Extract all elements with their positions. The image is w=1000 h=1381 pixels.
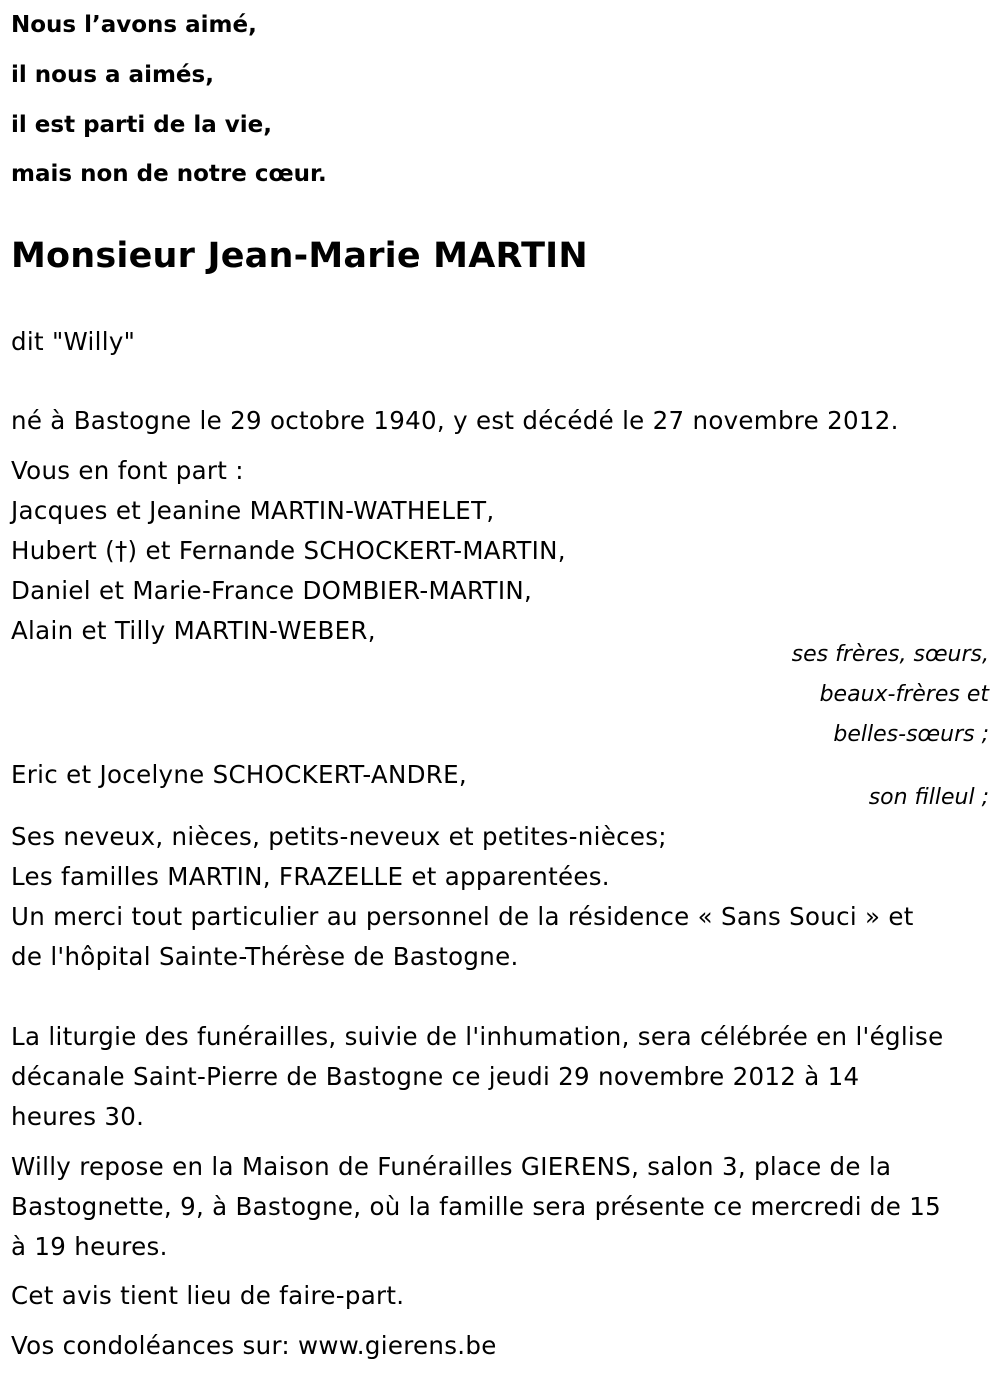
poem-line: mais non de notre cœur. bbox=[11, 161, 327, 187]
announce-intro: Vous en font part : bbox=[11, 456, 244, 485]
deceased-name: Monsieur Jean-Marie MARTIN bbox=[11, 236, 588, 276]
sibling-line: Alain et Tilly MARTIN-WEBER, bbox=[11, 616, 376, 645]
others-line: de l'hôpital Sainte-Thérèse de Bastogne. bbox=[11, 942, 519, 971]
relation-line: belles-sœurs ; bbox=[833, 722, 989, 747]
others-line: Un merci tout particulier au personnel de la résidence « Sans Souci » et bbox=[11, 902, 914, 931]
others-line: Ses neveux, nièces, petits-neveux et petites-nièces; bbox=[11, 822, 667, 851]
liturgy-line: décanale Saint-Pierre de Bastogne ce jeudi 29 novembre 2012 à 14 bbox=[11, 1062, 860, 1091]
condolences-line: Vos condoléances sur: www.gierens.be bbox=[11, 1331, 497, 1360]
godson-relation: son filleul ; bbox=[868, 785, 989, 810]
poem-line: Nous l’avons aimé, bbox=[11, 12, 257, 38]
poem-line: il nous a aimés, bbox=[11, 62, 214, 88]
nickname: dit "Willy" bbox=[11, 327, 136, 356]
notice-line: Cet avis tient lieu de faire-part. bbox=[11, 1281, 405, 1310]
relation-line: beaux-frères et bbox=[819, 682, 989, 707]
sibling-line: Jacques et Jeanine MARTIN-WATHELET, bbox=[11, 496, 495, 525]
godson-line: Eric et Jocelyne SCHOCKERT-ANDRE, bbox=[11, 760, 467, 789]
others-line: Les familles MARTIN, FRAZELLE et apparentées. bbox=[11, 862, 610, 891]
rest-line: Bastognette, 9, à Bastogne, où la famille sera présente ce mercredi de 15 bbox=[11, 1192, 941, 1221]
liturgy-line: heures 30. bbox=[11, 1102, 145, 1131]
rest-line: à 19 heures. bbox=[11, 1232, 168, 1261]
relation-line: ses frères, sœurs, bbox=[791, 642, 989, 667]
rest-line: Willy repose en la Maison de Funérailles GIERENS, salon 3, place de la bbox=[11, 1152, 892, 1181]
liturgy-line: La liturgie des funérailles, suivie de l'inhumation, sera célébrée en l'église bbox=[11, 1022, 944, 1051]
sibling-line: Daniel et Marie-France DOMBIER-MARTIN, bbox=[11, 576, 533, 605]
poem-line: il est parti de la vie, bbox=[11, 112, 272, 138]
birth-death-line: né à Bastogne le 29 octobre 1940, y est décédé le 27 novembre 2012. bbox=[11, 406, 899, 435]
sibling-line: Hubert (†) et Fernande SCHOCKERT-MARTIN, bbox=[11, 536, 566, 565]
